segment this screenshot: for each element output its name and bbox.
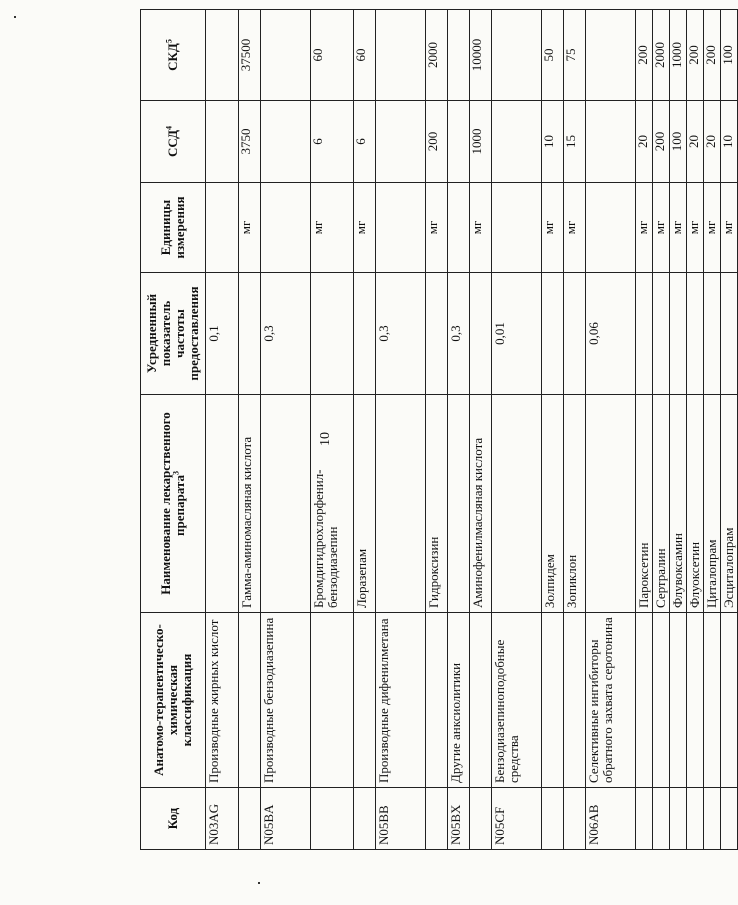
- page-number: 10: [318, 432, 333, 446]
- cell-drug: Флуоксетин: [687, 395, 704, 613]
- table-row: [721, 10, 738, 850]
- cell-freq: [311, 273, 354, 395]
- cell-code: N05BB: [376, 788, 426, 850]
- table-row: [704, 10, 721, 850]
- cell-atc: [636, 613, 653, 788]
- cell-freq: [704, 273, 721, 395]
- cell-freq: 0,3: [261, 273, 311, 395]
- cell-ssd: 200: [426, 101, 448, 183]
- table-row: [653, 10, 670, 850]
- cell-code: [542, 788, 564, 850]
- cell-freq: 0,1: [206, 273, 239, 395]
- cell-drug: [261, 395, 311, 613]
- column-header: ССД$^4$: [141, 101, 206, 183]
- cell-atc: [653, 613, 670, 788]
- cell-freq: [564, 273, 586, 395]
- cell-code: [564, 788, 586, 850]
- cell-skd: 10000: [470, 10, 492, 101]
- cell-atc: [542, 613, 564, 788]
- cell-ssd: [586, 101, 636, 183]
- cell-code: [239, 788, 261, 850]
- cell-code: N05BA: [261, 788, 311, 850]
- cell-drug: Флувоксамин: [670, 395, 687, 613]
- scan-mark: [258, 882, 260, 884]
- cell-drug: Аминофенилмасляная кислота: [470, 395, 492, 613]
- cell-ssd: 100: [670, 101, 687, 183]
- table-row: [670, 10, 687, 850]
- cell-skd: [206, 10, 239, 101]
- column-header: Единицы измерения: [141, 183, 206, 273]
- cell-atc: Производные бензодиазепина: [261, 613, 311, 788]
- cell-freq: 0,3: [376, 273, 426, 395]
- cell-skd: [448, 10, 470, 101]
- column-header: Усредненный показатель частоты предоставления: [141, 273, 206, 395]
- cell-skd: 200: [687, 10, 704, 101]
- cell-drug: [206, 395, 239, 613]
- cell-freq: [239, 273, 261, 395]
- cell-unit: мг: [687, 183, 704, 273]
- table-row: [542, 10, 564, 850]
- table-row: [261, 10, 311, 850]
- cell-freq: [653, 273, 670, 395]
- cell-atc: Производные жирных кислот: [206, 613, 239, 788]
- cell-atc: [670, 613, 687, 788]
- cell-code: [653, 788, 670, 850]
- table-row: [564, 10, 586, 850]
- cell-drug: Бромдигидрохлорфенил-бензодиазепин: [311, 395, 354, 613]
- cell-skd: 200: [636, 10, 653, 101]
- cell-atc: [721, 613, 738, 788]
- cell-unit: мг: [470, 183, 492, 273]
- cell-freq: 0,06: [586, 273, 636, 395]
- cell-drug: [448, 395, 470, 613]
- cell-ssd: 10: [542, 101, 564, 183]
- cell-skd: 200: [704, 10, 721, 101]
- cell-code: N05BX: [448, 788, 470, 850]
- table-row: [239, 10, 261, 850]
- cell-freq: [426, 273, 448, 395]
- cell-skd: 2000: [653, 10, 670, 101]
- cell-ssd: 3750: [239, 101, 261, 183]
- cell-drug: [586, 395, 636, 613]
- cell-unit: мг: [636, 183, 653, 273]
- cell-unit: мг: [670, 183, 687, 273]
- cell-code: [354, 788, 376, 850]
- table-row: [636, 10, 653, 850]
- table-row: [426, 10, 448, 850]
- cell-drug: [376, 395, 426, 613]
- cell-code: [704, 788, 721, 850]
- cell-freq: [670, 273, 687, 395]
- cell-skd: [586, 10, 636, 101]
- cell-freq: [687, 273, 704, 395]
- table-row: [470, 10, 492, 850]
- cell-atc: Другие анксиолитики: [448, 613, 470, 788]
- cell-skd: [492, 10, 542, 101]
- cell-atc: Производные дифенилметана: [376, 613, 426, 788]
- cell-code: [721, 788, 738, 850]
- cell-freq: [470, 273, 492, 395]
- cell-code: N06AB: [586, 788, 636, 850]
- cell-ssd: [492, 101, 542, 183]
- cell-unit: мг: [426, 183, 448, 273]
- cell-unit: мг: [354, 183, 376, 273]
- cell-skd: 75: [564, 10, 586, 101]
- cell-ssd: 6: [311, 101, 354, 183]
- table-row: [448, 10, 470, 850]
- cell-ssd: 20: [704, 101, 721, 183]
- cell-atc: [704, 613, 721, 788]
- table-row: [586, 10, 636, 850]
- cell-drug: Гидроксизин: [426, 395, 448, 613]
- cell-code: N03AG: [206, 788, 239, 850]
- cell-drug: Гамма-аминомасляная кислота: [239, 395, 261, 613]
- cell-ssd: [448, 101, 470, 183]
- cell-drug: Лоразепам: [354, 395, 376, 613]
- cell-freq: 0,01: [492, 273, 542, 395]
- cell-ssd: 6: [354, 101, 376, 183]
- column-header: Код: [141, 788, 206, 850]
- cell-ssd: [376, 101, 426, 183]
- cell-skd: 2000: [426, 10, 448, 101]
- cell-skd: 37500: [239, 10, 261, 101]
- table-header-row: [141, 10, 206, 850]
- cell-freq: 0,3: [448, 273, 470, 395]
- cell-drug: Золпидем: [542, 395, 564, 613]
- cell-drug: Циталопрам: [704, 395, 721, 613]
- cell-ssd: [206, 101, 239, 183]
- cell-skd: [261, 10, 311, 101]
- cell-atc: [426, 613, 448, 788]
- cell-unit: мг: [721, 183, 738, 273]
- cell-unit: [492, 183, 542, 273]
- cell-skd: 100: [721, 10, 738, 101]
- cell-unit: [206, 183, 239, 273]
- cell-atc: [239, 613, 261, 788]
- cell-skd: 50: [542, 10, 564, 101]
- cell-ssd: 10: [721, 101, 738, 183]
- table-row: [311, 10, 354, 850]
- cell-atc: [470, 613, 492, 788]
- cell-code: [687, 788, 704, 850]
- cell-ssd: 20: [687, 101, 704, 183]
- cell-unit: мг: [239, 183, 261, 273]
- cell-drug: [492, 395, 542, 613]
- cell-ssd: 20: [636, 101, 653, 183]
- table-row: [376, 10, 426, 850]
- cell-ssd: 15: [564, 101, 586, 183]
- cell-unit: [586, 183, 636, 273]
- cell-skd: 60: [354, 10, 376, 101]
- cell-unit: мг: [542, 183, 564, 273]
- cell-unit: мг: [311, 183, 354, 273]
- cell-drug: Эсциталопрам: [721, 395, 738, 613]
- cell-unit: [376, 183, 426, 273]
- cell-atc: [354, 613, 376, 788]
- cell-code: [426, 788, 448, 850]
- drug-table: [140, 9, 738, 850]
- cell-skd: 1000: [670, 10, 687, 101]
- table-row: [354, 10, 376, 850]
- cell-unit: [261, 183, 311, 273]
- scan-mark: [14, 16, 16, 18]
- table-row: [492, 10, 542, 850]
- cell-freq: [636, 273, 653, 395]
- cell-ssd: 200: [653, 101, 670, 183]
- cell-code: [636, 788, 653, 850]
- cell-drug: Пароксетин: [636, 395, 653, 613]
- cell-code: [470, 788, 492, 850]
- cell-freq: [542, 273, 564, 395]
- cell-drug: Зопиклон: [564, 395, 586, 613]
- cell-unit: [448, 183, 470, 273]
- cell-ssd: 1000: [470, 101, 492, 183]
- cell-code: N05CF: [492, 788, 542, 850]
- table-row: [687, 10, 704, 850]
- cell-freq: [354, 273, 376, 395]
- cell-atc: [564, 613, 586, 788]
- column-header: Наименование лекарственного препарата$^3$: [141, 395, 206, 613]
- cell-atc: Бензодиазепиноподобные средства: [492, 613, 542, 788]
- cell-drug: Сертралин: [653, 395, 670, 613]
- cell-unit: мг: [704, 183, 721, 273]
- cell-atc: [687, 613, 704, 788]
- cell-skd: [376, 10, 426, 101]
- cell-skd: 60: [311, 10, 354, 101]
- cell-unit: мг: [564, 183, 586, 273]
- table-row: [206, 10, 239, 850]
- cell-unit: мг: [653, 183, 670, 273]
- cell-atc: [311, 613, 354, 788]
- cell-atc: Селективные ингибиторы обратного захвата серотонина: [586, 613, 636, 788]
- column-header: СКД$^5$: [141, 10, 206, 101]
- column-header: Анатомо-терапевтическо-химическая классификация: [141, 613, 206, 788]
- cell-freq: [721, 273, 738, 395]
- cell-ssd: [261, 101, 311, 183]
- cell-code: [311, 788, 354, 850]
- cell-code: [670, 788, 687, 850]
